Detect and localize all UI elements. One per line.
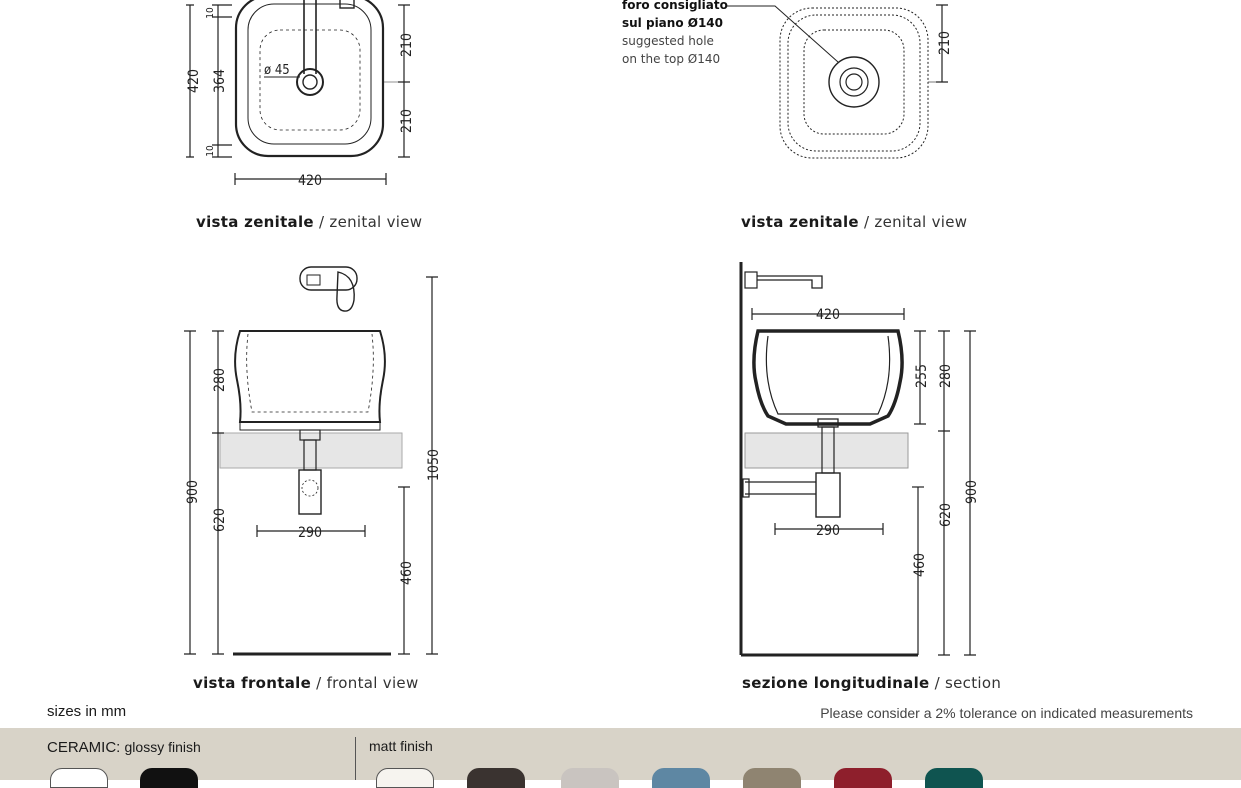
dim-620-section: 620 xyxy=(938,502,954,528)
dim-620: 620 xyxy=(212,507,228,533)
finish-divider xyxy=(355,737,356,780)
swatch-matt-7[interactable] xyxy=(925,768,983,788)
leader-line xyxy=(726,6,838,62)
dim-hole-45: ø 45 xyxy=(264,63,290,78)
swatch-matt-4[interactable] xyxy=(652,768,710,788)
tolerance-note: Please consider a 2% tolerance on indicated measurements xyxy=(820,705,1193,721)
ceramic-title: CERAMIC: xyxy=(47,739,121,756)
frontal-view xyxy=(184,267,438,654)
dim-10-top: 10 xyxy=(205,7,216,19)
ceramic-label xyxy=(47,739,201,756)
faucet-spout xyxy=(304,0,316,74)
mixer-handle xyxy=(337,272,354,311)
waste-pipe xyxy=(745,482,816,494)
bottle-trap xyxy=(299,470,321,514)
wall-spout xyxy=(757,276,822,288)
caption-zenital-right xyxy=(741,213,967,231)
dim-900: 900 xyxy=(185,479,201,505)
suggested-hole xyxy=(829,57,879,107)
swatch-matt-5[interactable] xyxy=(743,768,801,788)
drain-hole xyxy=(297,69,323,95)
caption-frontal xyxy=(193,674,419,692)
swatch-glossy-2[interactable] xyxy=(140,768,198,788)
zenital-view-right xyxy=(726,5,948,158)
dim-900-section: 900 xyxy=(964,479,980,505)
glossy-label: glossy finish xyxy=(124,739,201,755)
caption-zenital-left-rest: / zenital view xyxy=(318,213,423,231)
caption-section xyxy=(742,674,1001,692)
caption-frontal-rest: / frontal view xyxy=(316,674,419,692)
swatch-matt-1[interactable] xyxy=(376,768,434,788)
dim-280-section: 280 xyxy=(938,363,954,389)
caption-section-rest: / section xyxy=(934,674,1002,692)
swatch-glossy-1[interactable] xyxy=(50,768,108,788)
caption-section-bold: sezione longitudinale xyxy=(742,674,930,692)
dim-420-horizontal: 420 xyxy=(297,173,323,189)
dim-420-section: 420 xyxy=(815,307,841,323)
wall-spout-mount xyxy=(745,272,757,288)
sizes-note: sizes in mm xyxy=(47,703,127,720)
countertop-section xyxy=(745,433,908,468)
dim-460-section: 460 xyxy=(912,552,928,578)
basin-bowl-hidden xyxy=(260,30,360,130)
hole-note-it-1: foro consigliato xyxy=(622,0,728,12)
section-view xyxy=(741,262,976,655)
dim-290: 290 xyxy=(297,525,323,541)
caption-zenital-right-bold: vista zenitale xyxy=(741,213,859,231)
dim-280: 280 xyxy=(212,367,228,393)
caption-zenital-left-bold: vista zenitale xyxy=(196,213,314,231)
hole-note-en-2: on the top Ø140 xyxy=(622,52,721,66)
dim-460: 460 xyxy=(399,560,415,586)
hole-note-it-2: sul piano Ø140 xyxy=(622,16,723,30)
dim-255: 255 xyxy=(914,363,930,389)
dim-210-b: 210 xyxy=(399,108,415,134)
matt-label: matt finish xyxy=(369,738,433,754)
hole-note-en-1: suggested hole xyxy=(622,34,714,48)
caption-frontal-bold: vista frontale xyxy=(193,674,312,692)
swatch-matt-3[interactable] xyxy=(561,768,619,788)
hole-note xyxy=(622,0,728,68)
dim-420-vertical: 420 xyxy=(186,68,202,94)
caption-zenital-right-rest: / zenital view xyxy=(863,213,968,231)
dim-290-section: 290 xyxy=(815,523,841,539)
swatch-matt-2[interactable] xyxy=(467,768,525,788)
basin-outline-top xyxy=(236,0,383,156)
dim-364: 364 xyxy=(212,68,228,94)
caption-zenital-left xyxy=(196,213,422,231)
dim-10-bottom: 10 xyxy=(205,145,216,157)
dim-210-a: 210 xyxy=(399,32,415,58)
trap-section xyxy=(816,473,840,517)
basin-front xyxy=(235,331,385,422)
dim-1050: 1050 xyxy=(426,448,442,482)
swatch-matt-6[interactable] xyxy=(834,768,892,788)
countertop xyxy=(220,433,402,468)
dim-210-right: 210 xyxy=(937,30,953,56)
